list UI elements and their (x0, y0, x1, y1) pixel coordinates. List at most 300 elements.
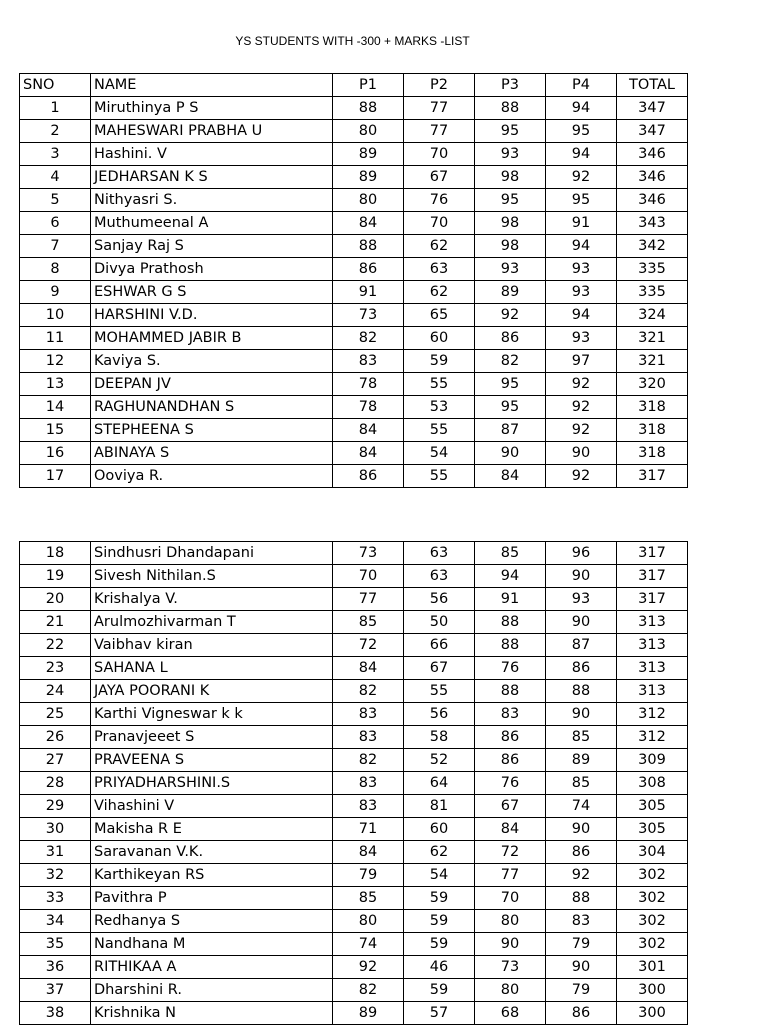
name-cell: Ooviya R. (91, 465, 333, 488)
sno-cell: 15 (20, 419, 91, 442)
sno-cell: 13 (20, 373, 91, 396)
total-cell: 347 (617, 97, 688, 120)
name-cell: Divya Prathosh (91, 258, 333, 281)
sno-cell: 8 (20, 258, 91, 281)
total-cell: 346 (617, 166, 688, 189)
p1-cell: 84 (333, 212, 404, 235)
total-cell: 313 (617, 611, 688, 634)
p3-cell: 86 (475, 327, 546, 350)
sno-cell: 2 (20, 120, 91, 143)
name-cell: ABINAYA S (91, 442, 333, 465)
name-cell: Karthi Vigneswar k k (91, 703, 333, 726)
table-row (20, 419, 688, 442)
header-sno: SNO (20, 74, 91, 97)
p2-cell: 46 (404, 956, 475, 979)
p3-cell: 93 (475, 143, 546, 166)
p1-cell: 84 (333, 841, 404, 864)
p2-cell: 70 (404, 212, 475, 235)
p3-cell: 88 (475, 634, 546, 657)
p1-cell: 86 (333, 465, 404, 488)
p1-cell: 82 (333, 327, 404, 350)
p3-cell: 87 (475, 419, 546, 442)
sno-cell: 22 (20, 634, 91, 657)
name-cell: Pavithra P (91, 887, 333, 910)
name-cell: Hashini. V (91, 143, 333, 166)
p2-cell: 59 (404, 979, 475, 1002)
p1-cell: 84 (333, 442, 404, 465)
p4-cell: 90 (546, 703, 617, 726)
p1-cell: 83 (333, 703, 404, 726)
p3-cell: 76 (475, 657, 546, 680)
p2-cell: 67 (404, 166, 475, 189)
p1-cell: 82 (333, 680, 404, 703)
p1-cell: 78 (333, 396, 404, 419)
marks-table-1 (19, 73, 688, 488)
total-cell: 313 (617, 657, 688, 680)
p3-cell: 95 (475, 120, 546, 143)
p2-cell: 65 (404, 304, 475, 327)
p2-cell: 62 (404, 235, 475, 258)
sno-cell: 12 (20, 350, 91, 373)
total-cell: 302 (617, 910, 688, 933)
table-row (20, 887, 688, 910)
p4-cell: 94 (546, 235, 617, 258)
table-row (20, 910, 688, 933)
total-cell: 347 (617, 120, 688, 143)
name-cell: Muthumeenal A (91, 212, 333, 235)
total-cell: 335 (617, 258, 688, 281)
table-row (20, 189, 688, 212)
p4-cell: 90 (546, 956, 617, 979)
name-cell: Krishnika N (91, 1002, 333, 1025)
total-cell: 317 (617, 588, 688, 611)
total-cell: 318 (617, 419, 688, 442)
sno-cell: 9 (20, 281, 91, 304)
name-cell: STEPHEENA S (91, 419, 333, 442)
sno-cell: 25 (20, 703, 91, 726)
p4-cell: 87 (546, 634, 617, 657)
name-cell: Miruthinya P S (91, 97, 333, 120)
p1-cell: 89 (333, 166, 404, 189)
total-cell: 308 (617, 772, 688, 795)
sno-cell: 17 (20, 465, 91, 488)
p1-cell: 83 (333, 350, 404, 373)
total-cell: 335 (617, 281, 688, 304)
total-cell: 301 (617, 956, 688, 979)
table-row (20, 749, 688, 772)
p1-cell: 71 (333, 818, 404, 841)
name-cell: MAHESWARI PRABHA U (91, 120, 333, 143)
p4-cell: 88 (546, 887, 617, 910)
name-cell: Sivesh Nithilan.S (91, 565, 333, 588)
p3-cell: 86 (475, 726, 546, 749)
p4-cell: 88 (546, 680, 617, 703)
p2-cell: 57 (404, 1002, 475, 1025)
total-cell: 300 (617, 979, 688, 1002)
name-cell: Nithyasri S. (91, 189, 333, 212)
p4-cell: 94 (546, 97, 617, 120)
name-cell: Nandhana M (91, 933, 333, 956)
name-cell: Pranavjeeet S (91, 726, 333, 749)
p1-cell: 85 (333, 611, 404, 634)
p2-cell: 60 (404, 327, 475, 350)
p2-cell: 63 (404, 542, 475, 565)
sno-cell: 23 (20, 657, 91, 680)
p1-cell: 88 (333, 235, 404, 258)
header-row (20, 74, 688, 97)
p3-cell: 98 (475, 212, 546, 235)
table-row (20, 565, 688, 588)
p4-cell: 74 (546, 795, 617, 818)
p2-cell: 60 (404, 818, 475, 841)
p2-cell: 77 (404, 97, 475, 120)
total-cell: 305 (617, 818, 688, 841)
p2-cell: 81 (404, 795, 475, 818)
name-cell: Karthikeyan RS (91, 864, 333, 887)
p4-cell: 95 (546, 120, 617, 143)
table-row (20, 841, 688, 864)
table-row (20, 772, 688, 795)
p4-cell: 83 (546, 910, 617, 933)
name-cell: PRIYADHARSHINI.S (91, 772, 333, 795)
page-title: YS STUDENTS WITH -300 + MARKS -LIST (235, 34, 470, 48)
sno-cell: 31 (20, 841, 91, 864)
p4-cell: 86 (546, 657, 617, 680)
p3-cell: 80 (475, 910, 546, 933)
p2-cell: 55 (404, 465, 475, 488)
total-cell: 321 (617, 327, 688, 350)
p4-cell: 97 (546, 350, 617, 373)
sno-cell: 18 (20, 542, 91, 565)
header-name: NAME (91, 74, 333, 97)
p4-cell: 92 (546, 396, 617, 419)
sno-cell: 19 (20, 565, 91, 588)
p1-cell: 73 (333, 304, 404, 327)
p4-cell: 79 (546, 979, 617, 1002)
p4-cell: 86 (546, 841, 617, 864)
p3-cell: 83 (475, 703, 546, 726)
total-cell: 342 (617, 235, 688, 258)
total-cell: 346 (617, 143, 688, 166)
sno-cell: 5 (20, 189, 91, 212)
table-row (20, 864, 688, 887)
total-cell: 320 (617, 373, 688, 396)
sno-cell: 4 (20, 166, 91, 189)
p2-cell: 56 (404, 703, 475, 726)
p4-cell: 89 (546, 749, 617, 772)
p3-cell: 90 (475, 933, 546, 956)
name-cell: JAYA POORANI K (91, 680, 333, 703)
p3-cell: 82 (475, 350, 546, 373)
p3-cell: 94 (475, 565, 546, 588)
p1-cell: 80 (333, 189, 404, 212)
p4-cell: 95 (546, 189, 617, 212)
p2-cell: 62 (404, 281, 475, 304)
p1-cell: 89 (333, 1002, 404, 1025)
name-cell: MOHAMMED JABIR B (91, 327, 333, 350)
table-row (20, 979, 688, 1002)
sno-cell: 32 (20, 864, 91, 887)
table-row (20, 956, 688, 979)
p4-cell: 79 (546, 933, 617, 956)
p1-cell: 84 (333, 419, 404, 442)
header-p4: P4 (546, 74, 617, 97)
p3-cell: 80 (475, 979, 546, 1002)
p3-cell: 95 (475, 396, 546, 419)
header-p2: P2 (404, 74, 475, 97)
p2-cell: 56 (404, 588, 475, 611)
sno-cell: 6 (20, 212, 91, 235)
p2-cell: 55 (404, 419, 475, 442)
p2-cell: 54 (404, 442, 475, 465)
table-row (20, 611, 688, 634)
p1-cell: 84 (333, 657, 404, 680)
p1-cell: 79 (333, 864, 404, 887)
p2-cell: 70 (404, 143, 475, 166)
header-total: TOTAL (617, 74, 688, 97)
name-cell: ESHWAR G S (91, 281, 333, 304)
total-cell: 321 (617, 350, 688, 373)
total-cell: 317 (617, 465, 688, 488)
p4-cell: 93 (546, 281, 617, 304)
p1-cell: 72 (333, 634, 404, 657)
total-cell: 304 (617, 841, 688, 864)
name-cell: Makisha R E (91, 818, 333, 841)
sno-cell: 10 (20, 304, 91, 327)
p3-cell: 67 (475, 795, 546, 818)
p3-cell: 73 (475, 956, 546, 979)
p4-cell: 85 (546, 726, 617, 749)
total-cell: 309 (617, 749, 688, 772)
total-cell: 302 (617, 933, 688, 956)
name-cell: Sindhusri Dhandapani (91, 542, 333, 565)
p1-cell: 83 (333, 772, 404, 795)
sno-cell: 29 (20, 795, 91, 818)
name-cell: Sanjay Raj S (91, 235, 333, 258)
total-cell: 313 (617, 634, 688, 657)
p4-cell: 92 (546, 864, 617, 887)
sno-cell: 33 (20, 887, 91, 910)
sno-cell: 34 (20, 910, 91, 933)
p3-cell: 76 (475, 772, 546, 795)
p3-cell: 95 (475, 373, 546, 396)
p2-cell: 52 (404, 749, 475, 772)
name-cell: Kaviya S. (91, 350, 333, 373)
p3-cell: 84 (475, 818, 546, 841)
table-row (20, 588, 688, 611)
name-cell: PRAVEENA S (91, 749, 333, 772)
p2-cell: 66 (404, 634, 475, 657)
p2-cell: 67 (404, 657, 475, 680)
table-row (20, 703, 688, 726)
p2-cell: 55 (404, 373, 475, 396)
p3-cell: 93 (475, 258, 546, 281)
p3-cell: 91 (475, 588, 546, 611)
table-row (20, 281, 688, 304)
p3-cell: 72 (475, 841, 546, 864)
table-row (20, 680, 688, 703)
name-cell: Arulmozhivarman T (91, 611, 333, 634)
total-cell: 324 (617, 304, 688, 327)
table-row (20, 327, 688, 350)
table-row (20, 933, 688, 956)
p1-cell: 86 (333, 258, 404, 281)
p3-cell: 77 (475, 864, 546, 887)
total-cell: 317 (617, 542, 688, 565)
p2-cell: 53 (404, 396, 475, 419)
p3-cell: 95 (475, 189, 546, 212)
p2-cell: 63 (404, 258, 475, 281)
p4-cell: 94 (546, 304, 617, 327)
table-row (20, 212, 688, 235)
p1-cell: 77 (333, 588, 404, 611)
table-row (20, 143, 688, 166)
table-row (20, 634, 688, 657)
p1-cell: 89 (333, 143, 404, 166)
p1-cell: 80 (333, 120, 404, 143)
p4-cell: 92 (546, 465, 617, 488)
total-cell: 313 (617, 680, 688, 703)
p2-cell: 64 (404, 772, 475, 795)
sno-cell: 21 (20, 611, 91, 634)
sno-cell: 20 (20, 588, 91, 611)
table-row (20, 350, 688, 373)
p3-cell: 88 (475, 680, 546, 703)
table-row (20, 235, 688, 258)
total-cell: 305 (617, 795, 688, 818)
p1-cell: 82 (333, 749, 404, 772)
p4-cell: 91 (546, 212, 617, 235)
sno-cell: 36 (20, 956, 91, 979)
p3-cell: 88 (475, 611, 546, 634)
total-cell: 302 (617, 864, 688, 887)
p3-cell: 84 (475, 465, 546, 488)
total-cell: 312 (617, 726, 688, 749)
name-cell: RAGHUNANDHAN S (91, 396, 333, 419)
sno-cell: 24 (20, 680, 91, 703)
p2-cell: 59 (404, 887, 475, 910)
sno-cell: 16 (20, 442, 91, 465)
name-cell: Vihashini V (91, 795, 333, 818)
header-p3: P3 (475, 74, 546, 97)
sno-cell: 7 (20, 235, 91, 258)
table-row (20, 726, 688, 749)
name-cell: RITHIKAA A (91, 956, 333, 979)
name-cell: HARSHINI V.D. (91, 304, 333, 327)
table-row (20, 542, 688, 565)
table-row (20, 120, 688, 143)
p1-cell: 83 (333, 795, 404, 818)
total-cell: 318 (617, 396, 688, 419)
p1-cell: 92 (333, 956, 404, 979)
p2-cell: 50 (404, 611, 475, 634)
sno-cell: 3 (20, 143, 91, 166)
p3-cell: 98 (475, 235, 546, 258)
p4-cell: 93 (546, 327, 617, 350)
p2-cell: 55 (404, 680, 475, 703)
name-cell: DEEPAN JV (91, 373, 333, 396)
p2-cell: 58 (404, 726, 475, 749)
table-row (20, 795, 688, 818)
p2-cell: 59 (404, 910, 475, 933)
p1-cell: 73 (333, 542, 404, 565)
p3-cell: 85 (475, 542, 546, 565)
sno-cell: 27 (20, 749, 91, 772)
p2-cell: 54 (404, 864, 475, 887)
p1-cell: 82 (333, 979, 404, 1002)
total-cell: 346 (617, 189, 688, 212)
table-row (20, 304, 688, 327)
name-cell: Saravanan V.K. (91, 841, 333, 864)
total-cell: 312 (617, 703, 688, 726)
p4-cell: 85 (546, 772, 617, 795)
sno-cell: 1 (20, 97, 91, 120)
p1-cell: 80 (333, 910, 404, 933)
p4-cell: 92 (546, 166, 617, 189)
p1-cell: 74 (333, 933, 404, 956)
sno-cell: 38 (20, 1002, 91, 1025)
table-row (20, 373, 688, 396)
p4-cell: 93 (546, 588, 617, 611)
table-row (20, 166, 688, 189)
p4-cell: 92 (546, 419, 617, 442)
total-cell: 318 (617, 442, 688, 465)
table-row (20, 258, 688, 281)
p4-cell: 92 (546, 373, 617, 396)
table-row (20, 97, 688, 120)
table-row (20, 442, 688, 465)
p4-cell: 90 (546, 611, 617, 634)
p2-cell: 59 (404, 350, 475, 373)
table-row (20, 396, 688, 419)
p2-cell: 62 (404, 841, 475, 864)
p1-cell: 70 (333, 565, 404, 588)
table-row (20, 818, 688, 841)
p3-cell: 89 (475, 281, 546, 304)
p4-cell: 94 (546, 143, 617, 166)
sno-cell: 14 (20, 396, 91, 419)
sno-cell: 37 (20, 979, 91, 1002)
sno-cell: 11 (20, 327, 91, 350)
sno-cell: 28 (20, 772, 91, 795)
sno-cell: 35 (20, 933, 91, 956)
p4-cell: 90 (546, 565, 617, 588)
total-cell: 302 (617, 887, 688, 910)
sno-cell: 30 (20, 818, 91, 841)
p4-cell: 86 (546, 1002, 617, 1025)
name-cell: Redhanya S (91, 910, 333, 933)
p3-cell: 92 (475, 304, 546, 327)
p1-cell: 78 (333, 373, 404, 396)
p4-cell: 96 (546, 542, 617, 565)
p1-cell: 91 (333, 281, 404, 304)
p4-cell: 90 (546, 818, 617, 841)
name-cell: SAHANA L (91, 657, 333, 680)
header-p1: P1 (333, 74, 404, 97)
name-cell: Krishalya V. (91, 588, 333, 611)
p4-cell: 90 (546, 442, 617, 465)
p3-cell: 90 (475, 442, 546, 465)
p4-cell: 93 (546, 258, 617, 281)
total-cell: 300 (617, 1002, 688, 1025)
name-cell: JEDHARSAN K S (91, 166, 333, 189)
p2-cell: 77 (404, 120, 475, 143)
total-cell: 317 (617, 565, 688, 588)
p1-cell: 88 (333, 97, 404, 120)
p3-cell: 98 (475, 166, 546, 189)
p3-cell: 88 (475, 97, 546, 120)
name-cell: Dharshini R. (91, 979, 333, 1002)
